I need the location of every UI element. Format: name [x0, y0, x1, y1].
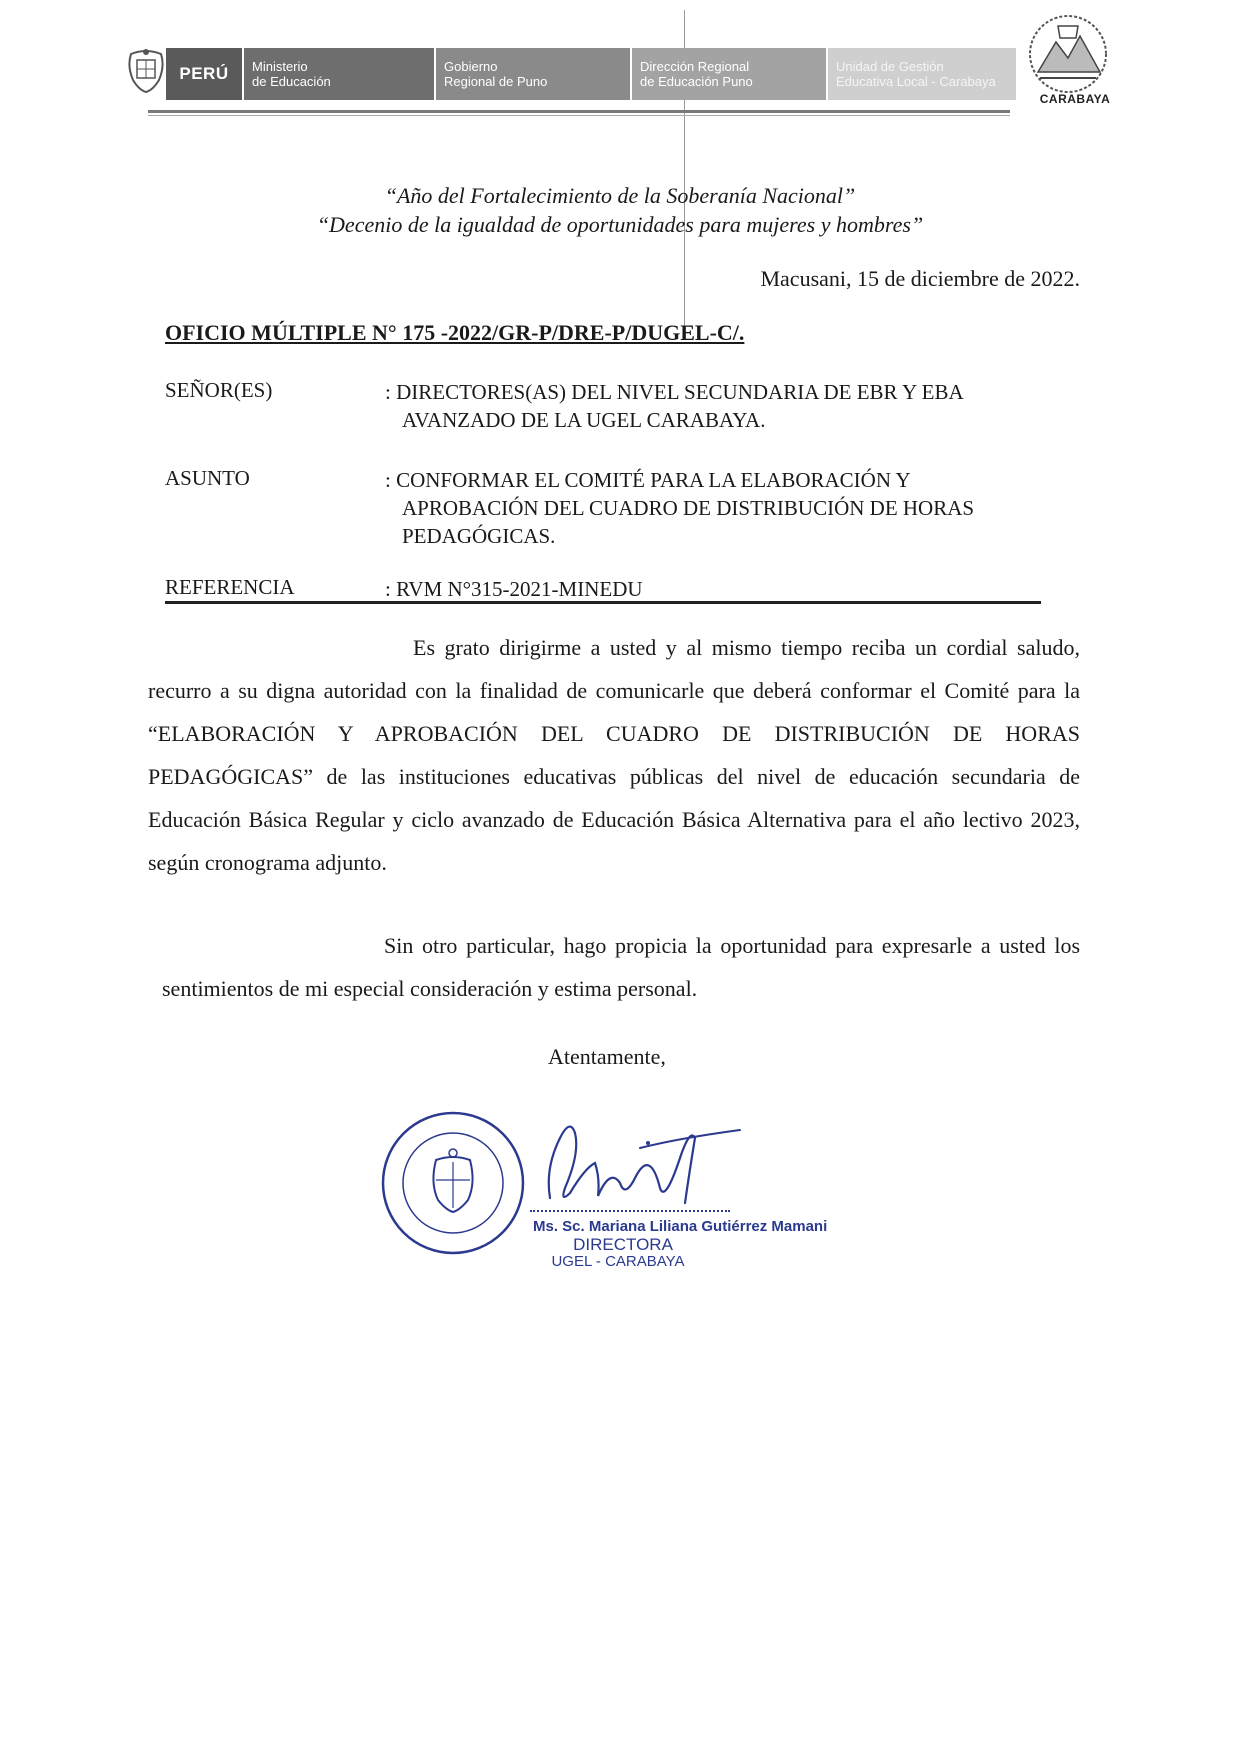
- subject-value: [385, 466, 1085, 550]
- header-rule: [148, 110, 1010, 113]
- ugel-band: [826, 48, 1016, 100]
- ministry-band: [242, 48, 442, 100]
- oficio-number: OFICIO MÚLTIPLE N° 175 -2022/GR-P/DRE-P/DUGEL-C/.: [165, 320, 745, 345]
- ugel-logo-label: CARABAYA: [1039, 92, 1111, 106]
- signer-name: Ms. Sc. Mariana Liliana Gutiérrez Mamani: [533, 1218, 828, 1235]
- regional-education-line2: de Educación Puno: [640, 74, 753, 89]
- subject-label: ASUNTO: [165, 466, 250, 490]
- handwritten-signature: [540, 1108, 760, 1218]
- closing-salutation: Atentamente,: [548, 1044, 666, 1069]
- regional-education-line1: Dirección Regional: [640, 59, 750, 74]
- regional-government-line2: Regional de Puno: [444, 74, 548, 89]
- ugel-carabaya-logo-icon: [1018, 12, 1118, 94]
- signature-line: [530, 1210, 730, 1212]
- ugel-band-line1: Unidad de Gestión: [836, 59, 944, 74]
- year-motto: “Año del Fortalecimiento de la Soberanía Nacional”: [384, 183, 856, 208]
- body-paragraph-2: Sin otro particular, hago propicia la oportunidad para expresarle a usted los sentimientos de mi especial consideración y estima personal.: [162, 933, 1080, 1001]
- signer-title: DIRECTORA: [573, 1235, 673, 1254]
- recipient-value: [385, 378, 1085, 434]
- reference-value: : RVM N°315-2021-MINEDU: [385, 577, 643, 601]
- regional-government-line1: Gobierno: [444, 59, 498, 74]
- signer-organization: UGEL - CARABAYA: [551, 1253, 685, 1270]
- peru-coat-of-arms-icon: [125, 46, 167, 96]
- ministry-line1: Ministerio: [252, 59, 308, 74]
- document-date: Macusani, 15 de diciembre de 2022.: [760, 266, 1080, 291]
- regional-government-band: [434, 48, 640, 100]
- subject-line2: APROBACIÓN DEL CUADRO DE DISTRIBUCIÓN DE HORAS: [402, 496, 975, 520]
- recipient-label: SEÑOR(ES): [165, 378, 273, 402]
- reference-label: REFERENCIA: [165, 575, 295, 599]
- reference-rule: [165, 601, 1041, 604]
- official-seal-icon: [378, 1108, 528, 1258]
- regional-education-band: [630, 48, 836, 100]
- ugel-band-line2: Educativa Local - Carabaya: [836, 74, 996, 89]
- recipient-line2: AVANZADO DE LA UGEL CARABAYA.: [402, 408, 766, 432]
- recipient-line1: : DIRECTORES(AS) DEL NIVEL SECUNDARIA DE EBR Y EBA: [385, 380, 964, 404]
- peru-band-label: PERÚ: [166, 48, 242, 100]
- ministry-line2: de Educación: [252, 74, 331, 89]
- decade-motto: “Decenio de la igualdad de oportunidades para mujeres y hombres”: [316, 212, 924, 237]
- header-rule-thin: [148, 115, 1010, 116]
- subject-line1: : CONFORMAR EL COMITÉ PARA LA ELABORACIÓN Y: [385, 468, 911, 492]
- body-paragraph-1: Es grato dirigirme a usted y al mismo tiempo reciba un cordial saludo, recurro a su digna autoridad con la finalidad de comunicarle que deberá conformar el Comité para la “ELABORACIÓN Y APROBACIÓN DEL CUADRO DE DISTRIBUCIÓN DE HORAS PEDAGÓGICAS” de las instituciones educativas públicas del nivel de educación secundaria de Educación Básica Regular y ciclo avanzado de Educación Básica Alternativa para el año lectivo 2023, según cronograma adjunto.: [148, 635, 1080, 875]
- subject-line3: PEDAGÓGICAS.: [402, 524, 556, 548]
